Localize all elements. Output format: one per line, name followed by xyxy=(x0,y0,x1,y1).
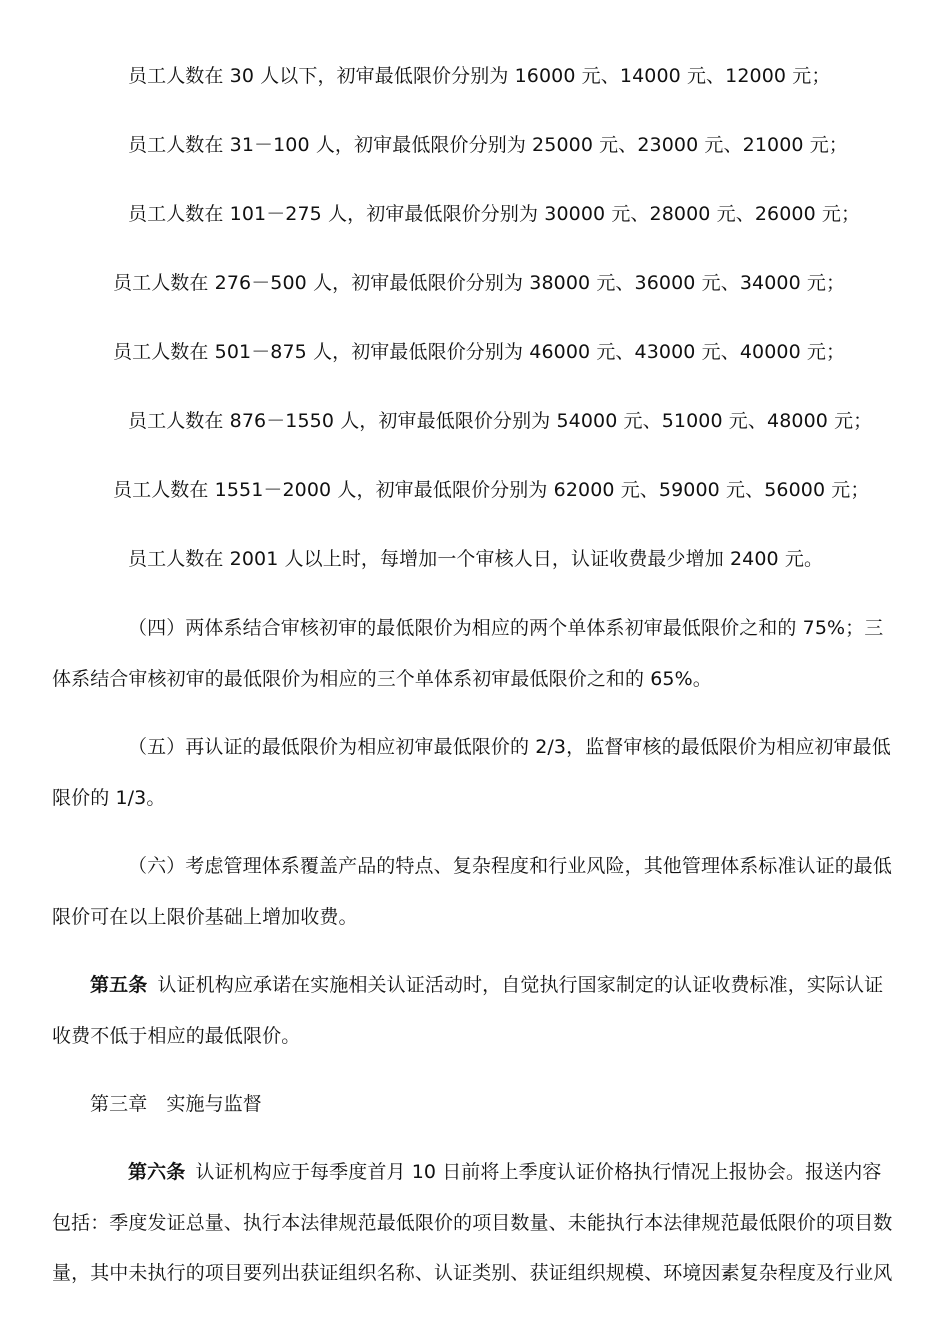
article-5-label: 第五条 xyxy=(90,974,148,996)
clause-4-line-1: （四）两体系结合审核初审的最低限价为相应的两个单体系初审最低限价之和的 75%；三 xyxy=(128,617,884,639)
chapter-3-title: 第三章 实施与监督 xyxy=(90,1093,262,1115)
staff-tier-8: 员工人数在 2001 人以上时，每增加一个审核人日，认证收费最少增加 2400 元。 xyxy=(128,548,824,570)
article-6-label: 第六条 xyxy=(128,1161,186,1183)
clause-6-line-1: （六）考虑管理体系覆盖产品的特点、复杂程度和行业风险，其他管理体系标准认证的最低 xyxy=(128,855,893,877)
staff-tier-6: 员工人数在 876－1550 人，初审最低限价分别为 54000 元、51000 元、48000 元； xyxy=(128,410,873,432)
article-6-line-1 xyxy=(128,1159,882,1185)
article-6-text: 认证机构应于每季度首月 10 日前将上季度认证价格执行情况上报协会。报送内容 xyxy=(195,1161,882,1183)
article-6-line-3: 量，其中未执行的项目要列出获证组织名称、认证类别、获证组织规模、环境因素复杂程度及行业风 xyxy=(52,1262,893,1284)
clause-5-line-1: （五）再认证的最低限价为相应初审最低限价的 2/3，监督审核的最低限价为相应初审最低 xyxy=(128,736,891,758)
clause-6-line-2: 限价可在以上限价基础上增加收费。 xyxy=(52,906,358,928)
article-5-line-2: 收费不低于相应的最低限价。 xyxy=(52,1025,301,1047)
clause-5-line-2: 限价的 1/3。 xyxy=(52,787,166,809)
staff-tier-7: 员工人数在 1551－2000 人，初审最低限价分别为 62000 元、59000 元、56000 元； xyxy=(113,479,870,501)
staff-tier-3: 员工人数在 101－275 人，初审最低限价分别为 30000 元、28000 元、26000 元； xyxy=(128,203,861,225)
staff-tier-1: 员工人数在 30 人以下，初审最低限价分别为 16000 元、14000 元、12000 元； xyxy=(128,65,831,87)
staff-tier-4: 员工人数在 276－500 人，初审最低限价分别为 38000 元、36000 元、34000 元； xyxy=(113,272,846,294)
staff-tier-2: 员工人数在 31－100 人，初审最低限价分别为 25000 元、23000 元、21000 元； xyxy=(128,134,848,156)
article-5-text: 认证机构应承诺在实施相关认证活动时，自觉执行国家制定的认证收费标准，实际认证 xyxy=(157,974,884,996)
article-5-line-1 xyxy=(90,972,883,998)
staff-tier-5: 员工人数在 501－875 人，初审最低限价分别为 46000 元、43000 元、40000 元； xyxy=(113,341,846,363)
clause-4-line-2: 体系结合审核初审的最低限价为相应的三个单体系初审最低限价之和的 65%。 xyxy=(52,668,712,690)
article-6-line-2: 包括：季度发证总量、执行本法律规范最低限价的项目数量、未能执行本法律规范最低限价的项目数 xyxy=(52,1212,893,1234)
